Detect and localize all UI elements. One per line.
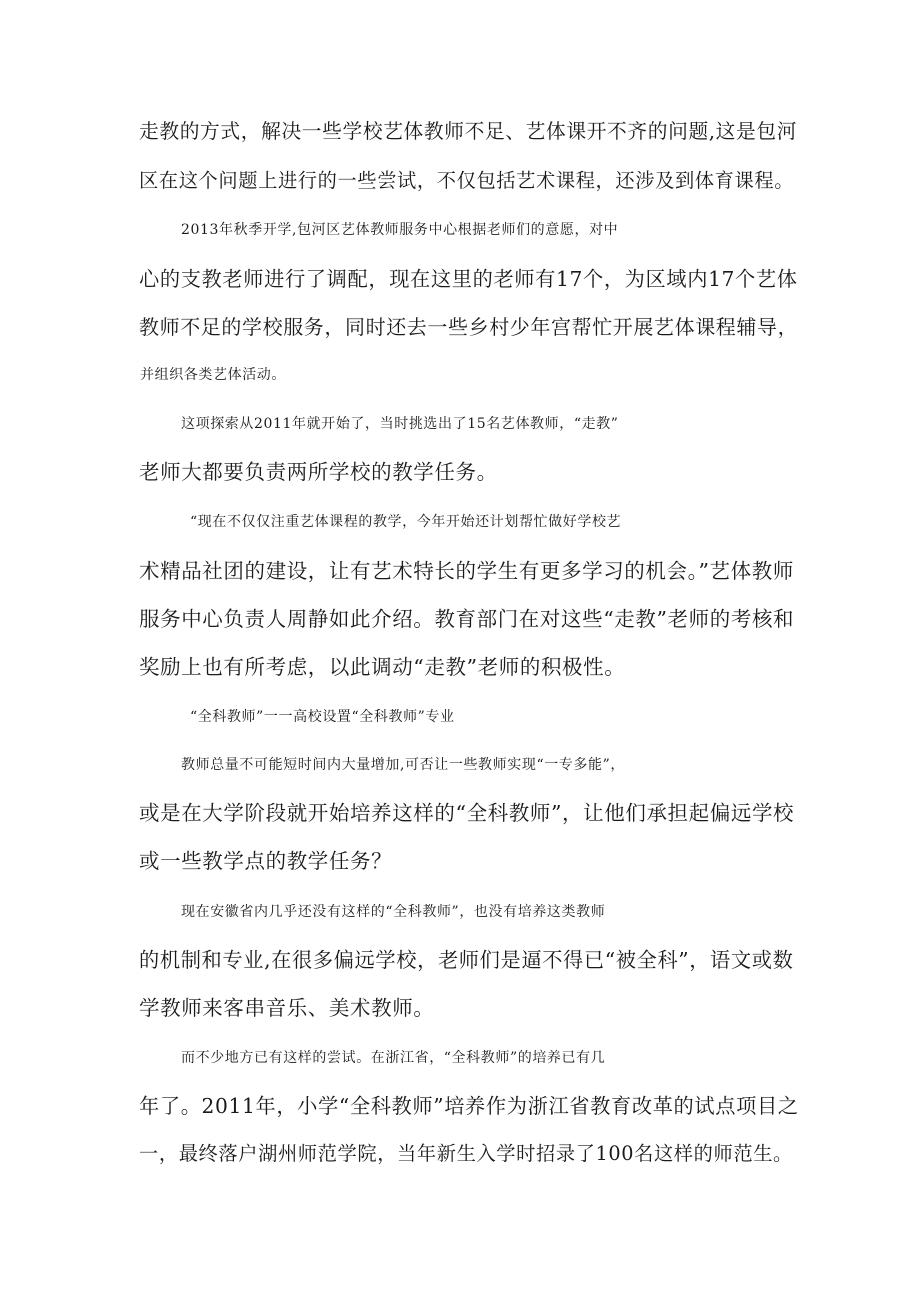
paragraph-6-line-2: 的机制和专业,在很多偏远学校，老师们是逼不得已“被全科”，语文或数 (139, 948, 794, 972)
paragraph-7-line-2: 年了。2011年，小学“全科教师”培养作为浙江省教育改革的试点项目之 (139, 1094, 799, 1118)
paragraph-1-line-2: 区在这个问题上进行的一些尝试，不仅包括艺术课程，还涉及到体育课程。 (139, 169, 795, 192)
paragraph-5-line-3: 或一些教学点的教学任务？ (139, 849, 393, 873)
paragraph-4-line-3: 服务中心负责人周静如此介绍。教育部门在对这些“走教”老师的考核和 (139, 607, 795, 631)
paragraph-4-line-4: 奖励上也有所考虑，以此调动“走教”老师的积极性。 (139, 655, 626, 679)
paragraph-2-line-4: 并组织各类艺体活动。 (140, 367, 286, 383)
paragraph-7-line-1: 而不少地方已有这样的尝试。在浙江省，“全科教师”的培养已有几 (181, 1050, 606, 1066)
paragraph-6-line-3: 学教师来客串音乐、美术教师。 (139, 996, 435, 1020)
section-heading: “全科教师”一一高校设置“全科教师”专业 (190, 709, 455, 725)
paragraph-3-line-1: 这项探索从2011年就开始了，当时挑选出了15名艺体教师，“走教” (181, 416, 619, 432)
paragraph-2-line-1: 2013年秋季开学,包河区艺体教师服务中心根据老师们的意愿，对中 (181, 222, 619, 238)
paragraph-3-line-2: 老师大都要负责两所学校的教学任务。 (139, 460, 498, 484)
paragraph-2-line-3: 教师不足的学校服务，同时还去一些乡村少年宫帮忙开展艺体课程辅导， (139, 315, 799, 339)
paragraph-5-line-2: 或是在大学阶段就开始培养这样的“全科教师”，让他们承担起偏远学校 (139, 801, 795, 825)
paragraph-1-line-1: 走教的方式，解决一些学校艺体教师不足、艺体课开不齐的问题,这是包河 (139, 120, 798, 143)
paragraph-6-line-1: 现在安徽省内几乎还没有这样的“全科教师”，也没有培养这类教师 (181, 904, 606, 920)
paragraph-5-line-1: 教师总量不可能短时间内大量增加,可否让一些教师实现“一专多能”， (181, 757, 625, 773)
paragraph-4-line-2: 术精品社团的建设，让有艺术特长的学生有更多学习的机会。”艺体教师 (139, 559, 794, 583)
paragraph-2-line-2: 心的支教老师进行了调配，现在这里的老师有17个，为区域内17个艺体 (139, 267, 798, 291)
paragraph-4-line-1: “现在不仅仅注重艺体课程的教学，今年开始还计划帮忙做好学校艺 (190, 514, 622, 530)
paragraph-7-line-3: 一，最终落户湖州师范学院，当年新生入学时招录了100名这样的师范生。 (139, 1142, 793, 1165)
